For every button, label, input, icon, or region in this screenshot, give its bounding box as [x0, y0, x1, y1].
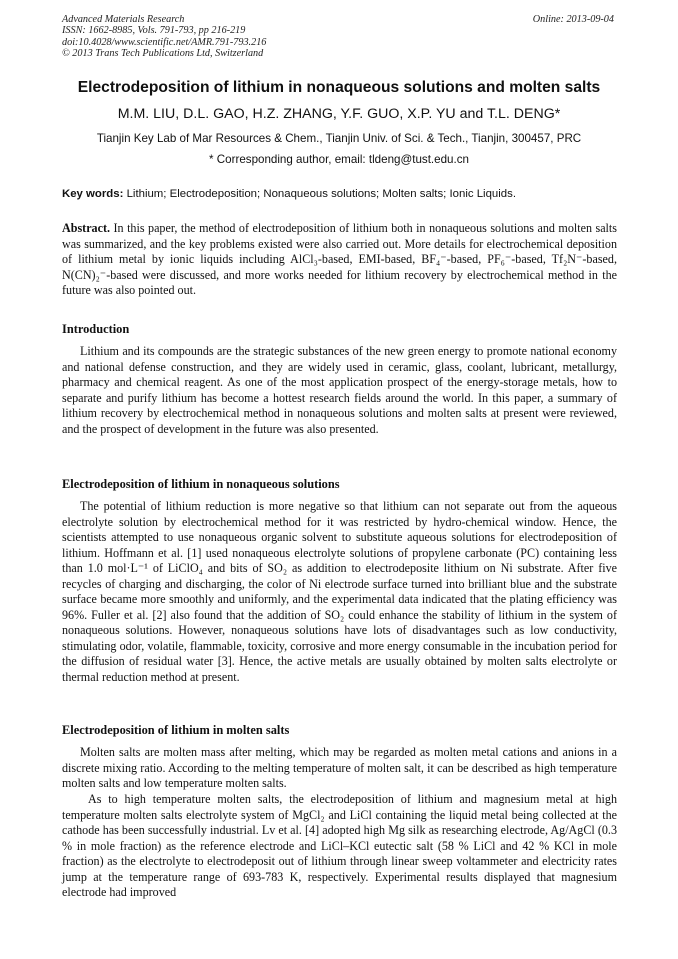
affiliation: Tianjin Key Lab of Mar Resources & Chem., Tianjin Univ. of Sci. & Tech., Tianjin, 300457, PRC: [96, 132, 582, 145]
issn-line: ISSN: 1662-8985, Vols. 791-793, pp 216-219: [62, 25, 246, 37]
molten-salts-paragraph-2: As to high temperature molten salts, the electrodeposition of lithium and magnesium metal at high temperature molten salts electrolyte system of MgCl₂ and LiCl containing the liquid metal being collected at the cathode has been successfully industrial. Lv et al. [4] adopted high Mg silk as researching electrode, Ag/AgCl (0.3 % in mole fraction) as the reference electrode and LiCl–KCl eutectic salt (58 % LiCl and 42 % KCl in mole fraction) as the electrolyte to electrodeposit out of lithium through linear sweep voltammeter and electricity rates jump at the temperature range of 693-783 K, respectively. Experimental results displayed that magnesium electrode had improved: [62, 792, 617, 900]
keywords-label: Key words:: [62, 188, 124, 200]
section-heading-nonaqueous: Electrodeposition of lithium in nonaqueous solutions: [62, 477, 340, 491]
copyright-line: © 2013 Trans Tech Publications Ltd, Switzerland: [62, 48, 264, 60]
keywords-text: Lithium; Electrodeposition; Nonaqueous solutions; Molten salts; Ionic Liquids.: [126, 188, 516, 200]
section-heading-introduction: Introduction: [62, 322, 130, 336]
nonaqueous-paragraph: The potential of lithium reduction is more negative so that lithium can not separate out from the aqueous electrolyte solution by electrochemical method for it was restricted by hydro-chemical window. Hence, the scientists attempted to use nonaqueous organic solvent to substitute aqueous solutions for electrodeposition of lithium. Hoffmann et al. [1] used nonaqueous electrolyte solutions of propylene carbonate (PC) containing less than 1.0 mol·L⁻¹ of LiClO₄ and bits of SO₂ as addition to electrodeposite lithium on Ni substrate. After five recycles of charging and discharging, the color of Ni electrode surface turned into brilliant blue and the substrate surface became more smoothly and uniformly, and the experimental data indicated that the plating efficiency was 96%. Fuller et al. [2] also found that the addition of SO₂ could enhance the stability of lithium in the system of nonaqueous solutions. However, nonaqueous solutions have lots of disadvantages such as low conductivity, stimulating odor, volatile, flammable, toxicity, corrosive and more energy consumable in the incubation period for the diffusion of residual water [3]. Hence, the active metals are usually obtained by molten salts electrolyte or thermal reduction method at present.: [62, 499, 617, 685]
introduction-paragraph: Lithium and its compounds are the strategic substances of the new green energy to promote national economy and national defense construction, and they are widely used in ceramic, glass, coolant, lubricant, metallurgy, pharmacy and chemical reagent. As one of the most application prospect of the energy-storage metals, how to separate and purify lithium has become a hottest research fields around the world. In this paper, a summary of lithium recovery by electrochemical method in nonaqueous solutions and molten salts at present were reviewed, and the prospect of development in the future was also presented.: [62, 344, 617, 436]
journal-name: Advanced Materials Research: [62, 14, 185, 25]
doi-line: doi:10.4028/www.scientific.net/AMR.791-793.216: [62, 36, 267, 48]
online-date: Online: 2013-09-04: [532, 14, 614, 25]
abstract-text: In this paper, the method of electrodeposition of lithium both in nonaqueous solutions and molten salts was summarized, and the key problems existed were also carried out. More details for electrochemical deposition of lithium metal by ionic liquids including AlCl₃-based, EMI-based, BF₄⁻-based, PF₆⁻-based, Tf₂N⁻-based, N(CN)₂⁻-based were discussed, and more works needed for lithium recovery by electrochemical method in the future was also pointed out.: [62, 221, 617, 298]
paper-title: Electrodeposition of lithium in nonaqueous solutions and molten salts: [77, 79, 601, 96]
keywords: [62, 188, 618, 200]
section-heading-molten-salts: Electrodeposition of lithium in molten salts: [62, 723, 290, 737]
molten-salts-paragraph-1: Molten salts are molten mass after melting, which may be regarded as molten metal cations and anions in a discrete mixing ratio. According to the melting temperature of molten salt, it can be described as high temperature molten salts and low temperature molten salts.: [62, 745, 617, 791]
journal-header: [62, 14, 266, 60]
abstract-label: Abstract.: [62, 221, 111, 235]
abstract: [62, 221, 617, 299]
author-list: M.M. LIU, D.L. GAO, H.Z. ZHANG, Y.F. GUO, X.P. YU and T.L. DENG*: [117, 106, 561, 122]
corresponding-author: * Corresponding author, email: tldeng@tust.edu.cn: [209, 153, 469, 166]
